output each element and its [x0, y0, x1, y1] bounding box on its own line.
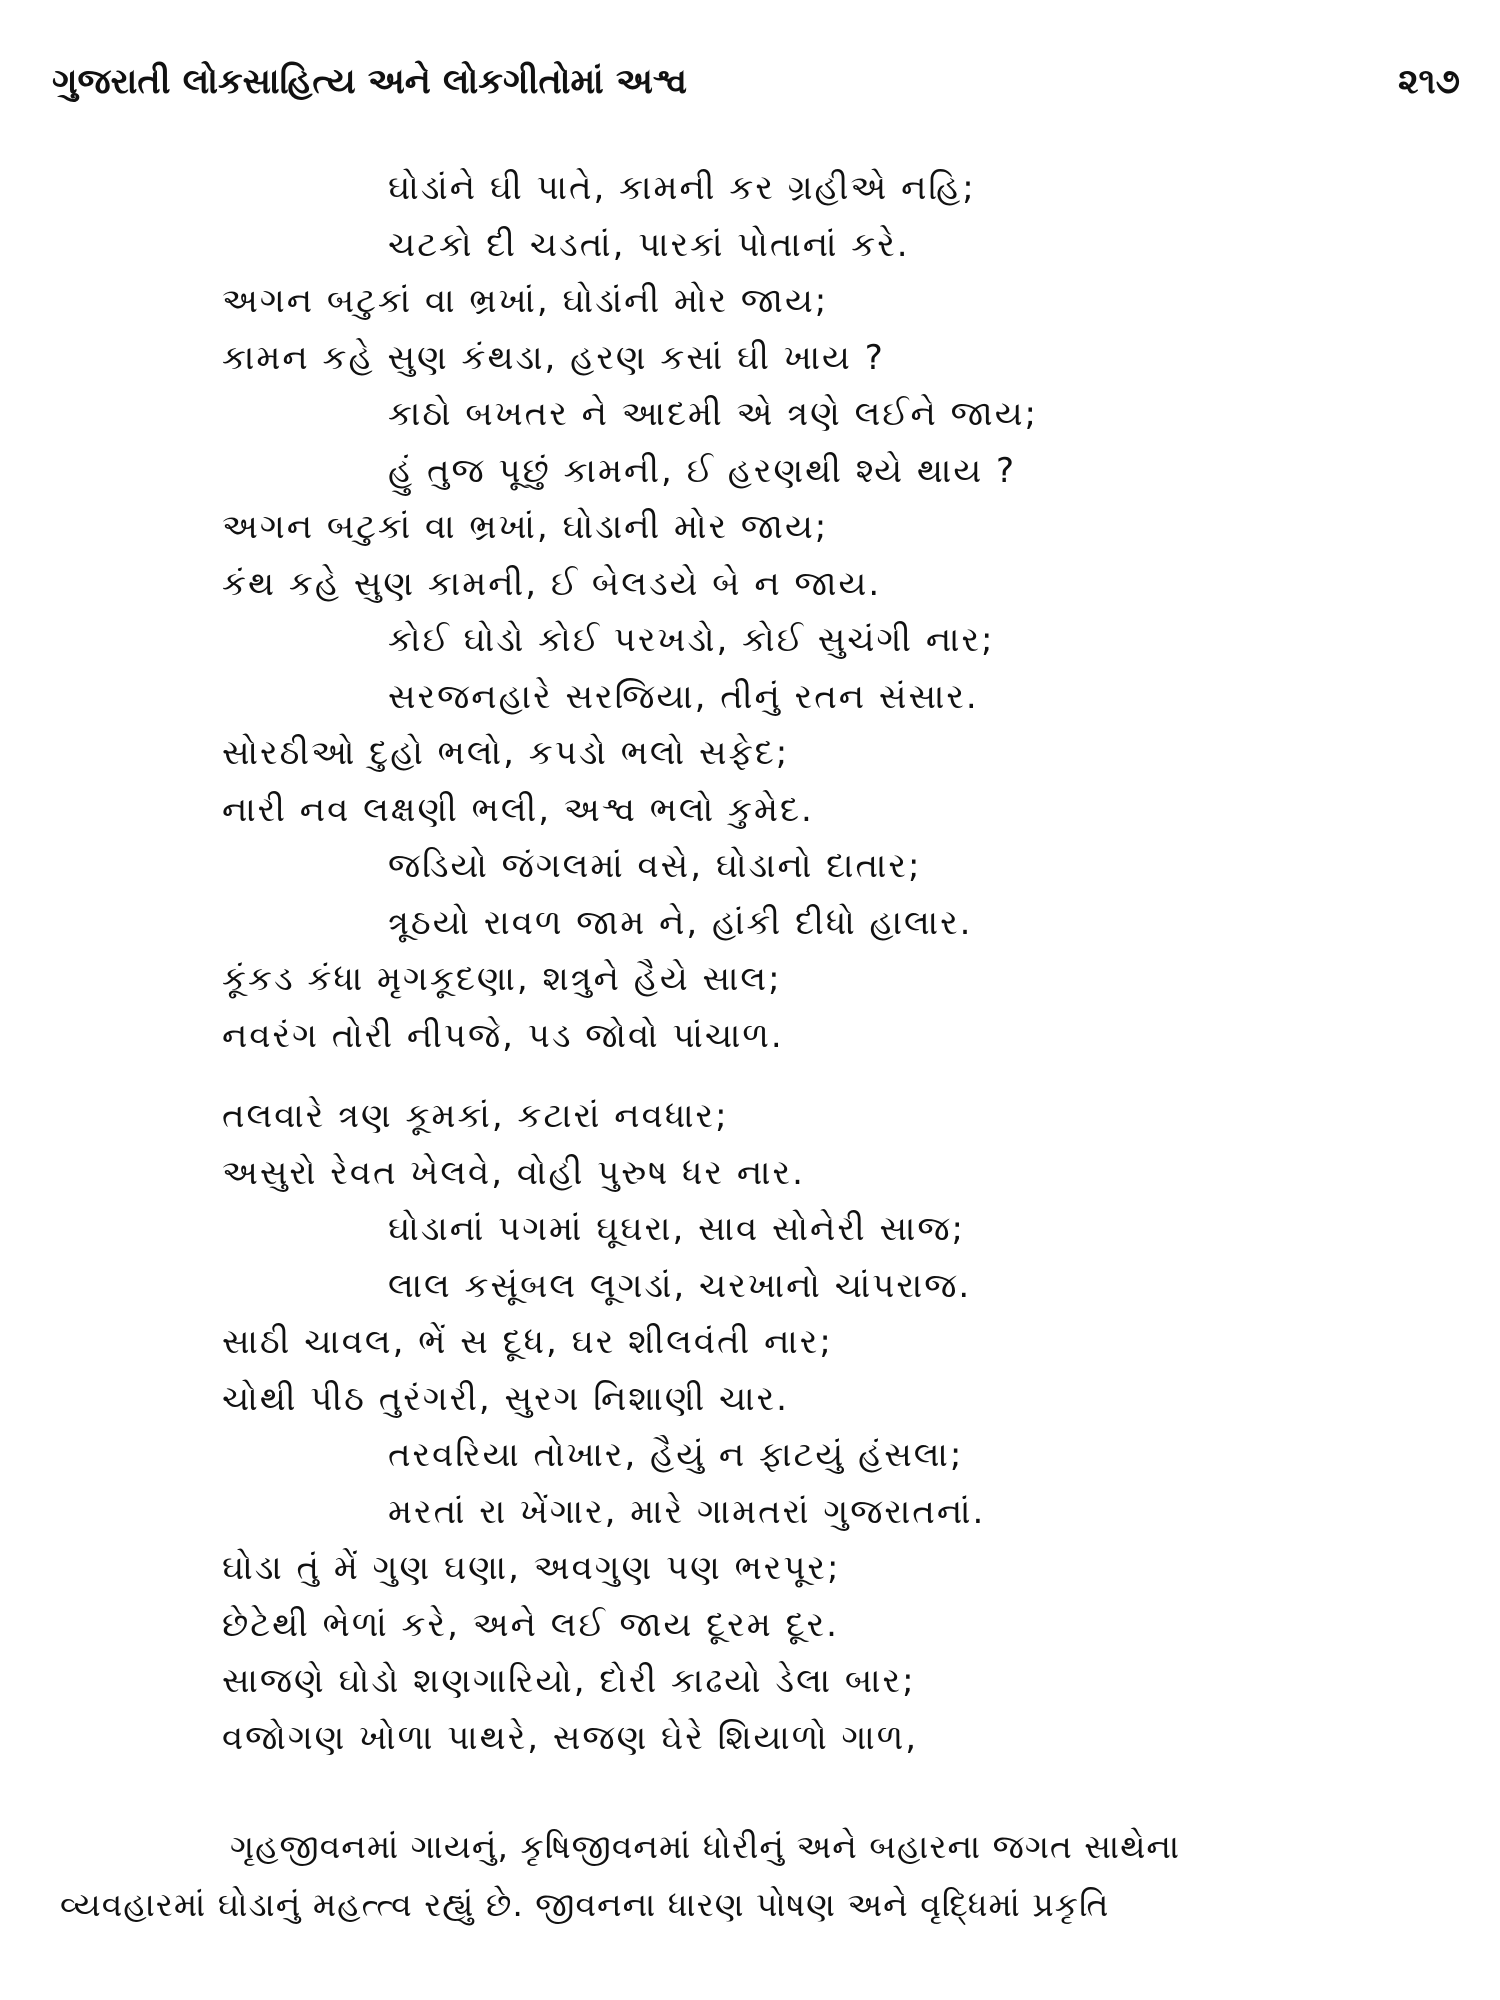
verse-line: હું તુજ પૂછું કામની, ઈ હરણથી શ્યે થાય ?: [388, 450, 1017, 491]
verse-line: વજોગણ ખોળા પાથરે, સજણ ઘેરે શિયાળો ગાળ,: [222, 1717, 919, 1758]
prose-line: વ્યવહારમાં ઘોડાનું મહત્ત્વ રહ્યું છે. જીવનના ધારણ પોષણ અને વૃદ્ધિમાં પ્રકૃતિ: [60, 1885, 1110, 1924]
verse-line: તલવારે ત્રણ કૂમકાં, કટારાં નવધાર;: [222, 1096, 729, 1136]
verse-line: તરવરિયા તોખાર, હૈયું ન ફાટયું હંસલા;: [388, 1435, 964, 1475]
verse-line: કામન કહે સુણ કંથડા, હરણ કસાં ઘી ખાય ?: [222, 337, 885, 378]
verse-block: [0, 160, 1500, 1766]
prose-paragraph: [60, 1818, 1480, 1934]
verse-line: જડિયો જંગલમાં વસે, ઘોડાનો દાતાર;: [388, 846, 922, 886]
verse-line: કંથ કહે સુણ કામની, ઈ બેલડયે બે ન જાય.: [222, 563, 882, 604]
verse-line: સરજનહારે સરજિયા, તીનું રતન સંસાર.: [388, 676, 979, 717]
running-header: ગુજરાતી લોકસાહિત્ય અને લોકગીતોમાં અશ્વ: [52, 62, 687, 102]
verse-line: કોઈ ઘોડો કોઈ પરખડો, કોઈ સુચંગી નાર;: [388, 620, 995, 660]
page-number: ૨૧૭: [1397, 62, 1460, 102]
verse-line: અગન બટુકાં વા ભ્રખાં, ઘોડાની મોર જાય;: [222, 507, 829, 547]
verse-line: નવરંગ તોરી નીપજે, પડ જોવો પાંચાળ.: [222, 1015, 784, 1056]
verse-line: ચટકો દી ચડતાં, પારકાં પોતાનાં કરે.: [388, 224, 910, 265]
verse-line: સાઠી ચાવલ, ભેં સ દૂધ, ઘર શીલવંતી નાર;: [222, 1322, 833, 1362]
verse-line: અસુરો રેવત ખેલવે, વોહી પુરુષ ધર નાર.: [222, 1152, 805, 1193]
verse-line: સાજણે ઘોડો શણગારિયો, દોરી કાઢયો ડેલા બાર;: [222, 1661, 916, 1701]
verse-line: ત્રૂઠયો રાવળ જામ ને, હાંકી દીધો હાલાર.: [388, 902, 973, 943]
verse-line: ઘોડા તું મેં ગુણ ઘણા, અવગુણ પણ ભરપૂર;: [222, 1548, 841, 1588]
verse-line: ચોથી પીઠ તુરંગરી, સુરગ નિશાણી ચાર.: [222, 1378, 789, 1419]
verse-line: છેટેથી ભેળાં કરે, અને લઈ જાય દૂરમ દૂર.: [222, 1604, 839, 1645]
verse-line: ઘોડાંને ઘી પાતે, કામની કર ગ્રહીએ નહિ;: [388, 168, 976, 208]
verse-line: મરતાં રા ખેંગાર, મારે ગામતરાં ગુજરાતનાં.: [388, 1491, 986, 1532]
verse-line: નારી નવ લક્ષણી ભલી, અશ્વ ભલો કુમેદ.: [222, 789, 814, 830]
verse-line: કાઠો બખતર ને આદમી એ ત્રણે લઈને જાય;: [388, 394, 1038, 434]
verse-line: લાલ કસૂંબલ લૂગડાં, ચરખાનો ચાંપરાજ.: [388, 1265, 972, 1306]
verse-line: સોરઠીઓ દુહો ભલો, કપડો ભલો સફેદ;: [222, 733, 790, 773]
verse-line: ઘોડાનાં પગમાં ઘૂઘરા, સાવ સોનેરી સાજ;: [388, 1209, 965, 1249]
verse-line: અગન બટુકાં વા ભ્રખાં, ઘોડાંની મોર જાય;: [222, 281, 829, 321]
prose-line: ગૃહજીવનમાં ગાયનું, કૃષિજીવનમાં ધોરીનું અને બહારના જગત સાથેના: [230, 1827, 1181, 1866]
verse-line: કૂંકડ કંધા મૃગકૂદણા, શત્રુને હૈયે સાલ;: [222, 959, 782, 999]
